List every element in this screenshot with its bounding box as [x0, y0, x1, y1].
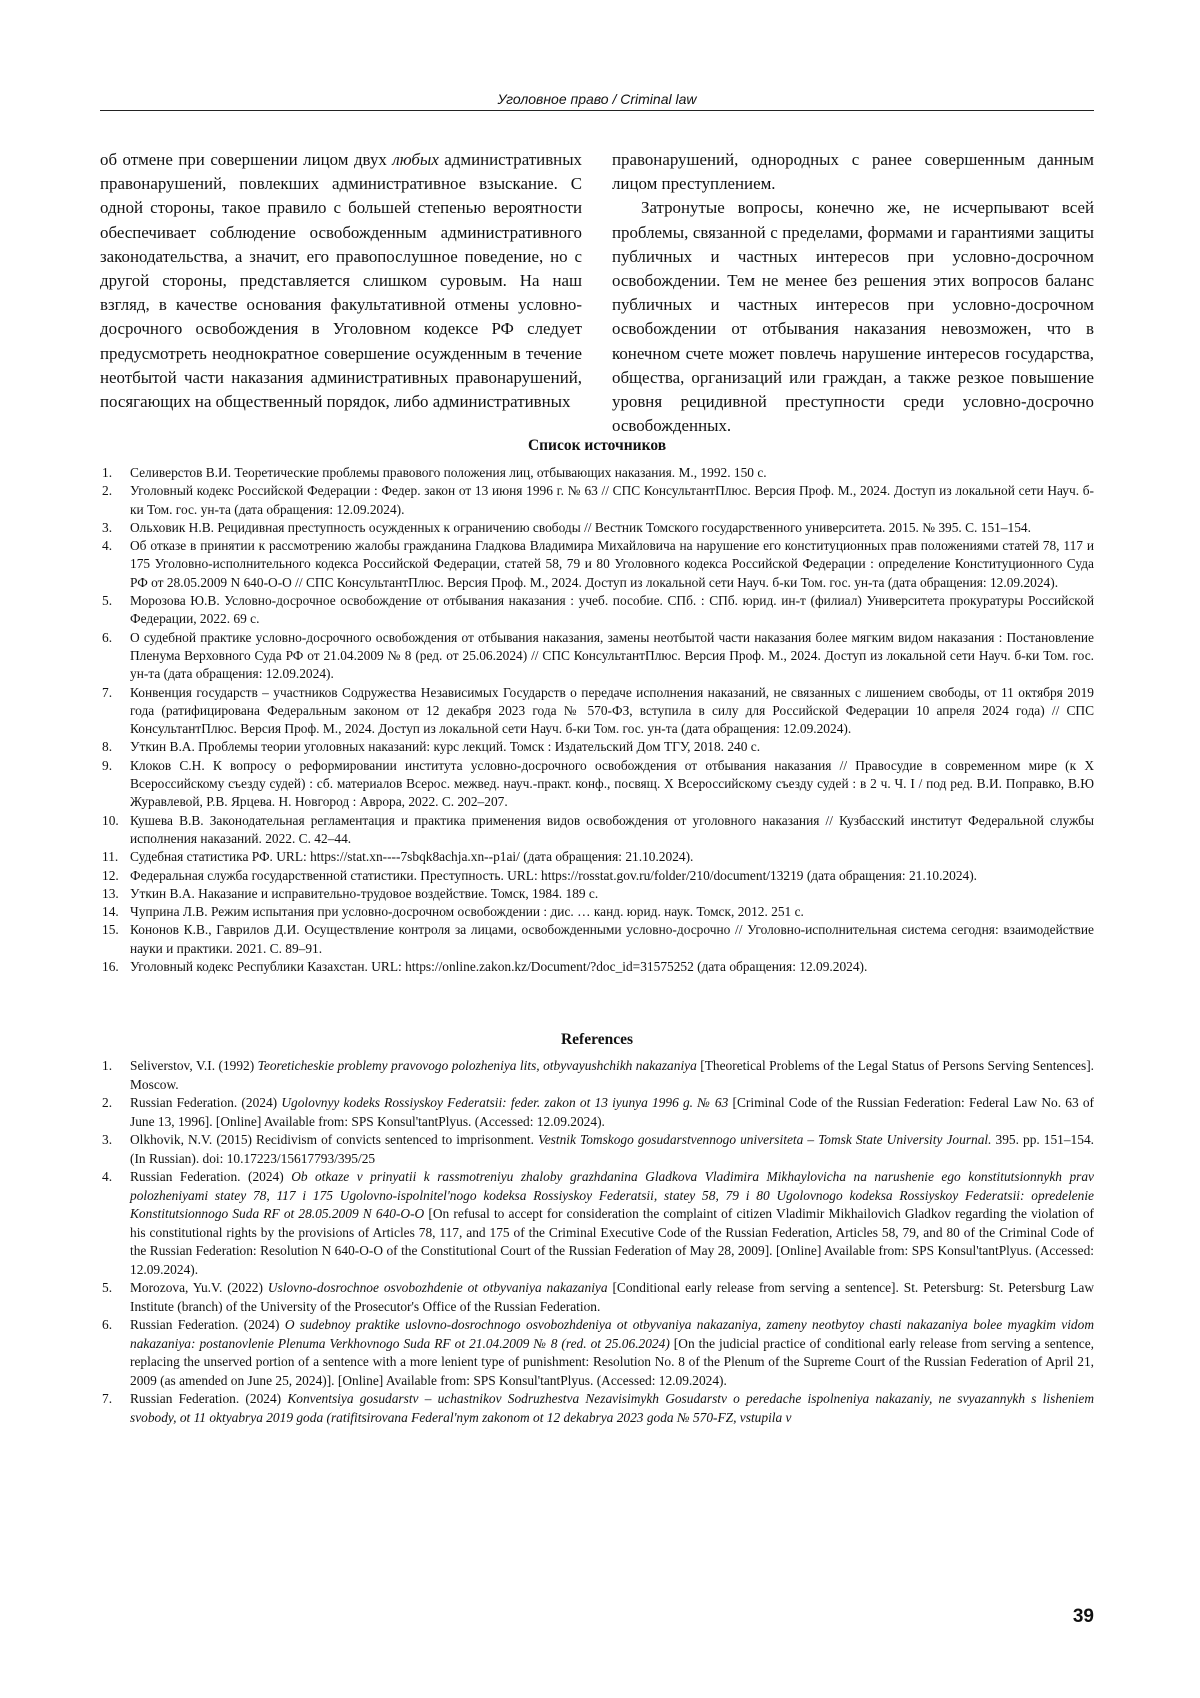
italic-text: Ob otkaze v prinyatii k rassmotreniyu zhaloby grazhdanina Gladkova Vladimira Mikhaylovicha na narushenie ego konstitutsionnykh prav polozheniyami statey 78, 117 i 175 Ugolovno-ispolnitel'nogo kodeksa Rossiyskoy Federatsii, statey 58, 79 i 80 Ugolovnogo kodeksa Rossiyskoy Federatsii: opredelenie Konstitutsionnogo Suda RF ot 28.05.2009 N 640-O-O	[130, 1169, 1094, 1221]
sources-title: Список источников	[100, 436, 1094, 456]
text-run: [Criminal Code of the Russian Federation: Federal Law No. 63 of June 13, 1996]. [Online] Available from: SPS Konsul'tantPlyus. (Accessed: 12.09.2024).	[130, 1095, 1094, 1129]
italic-text: Konventsiya gosudarstv – uchastnikov Sodruzhestva Nezavisimykh Gosudarstv o peredache ispolneniya nakazaniy, ne svyazannykh s lisheniem svobody, ot 11 oktyabrya 2019 goda (ratifitsirovana Federal'nym zakonom ot 12 dekabrya 2023 goda № 570-FZ, vstupila v	[130, 1391, 1094, 1425]
italic-text: любых	[392, 150, 438, 169]
running-header: Уголовное право / Criminal law	[100, 90, 1094, 111]
source-text: Уткин В.А. Наказание и исправительно-трудовое воздействие. Томск, 1984. 189 с.	[130, 886, 598, 901]
text-run: 395. pp. 151–154. (In Russian). doi: 10.17223/15617793/395/25	[130, 1132, 1094, 1166]
body-text	[100, 148, 1094, 438]
source-text: Кушева В.В. Законодательная регламентация и практика применения видов освобождения от уголовного наказания // Кузбасский институт Федеральной службы исполнения наказаний. 2022. С. 42–44.	[130, 813, 1094, 846]
source-item	[100, 848, 1094, 866]
reference-item	[100, 1131, 1094, 1168]
source-text: Уголовный кодекс Республики Казахстан. URL: https://online.zakon.kz/Document/?doc_id=31575252 (дата обращения: 12.09.2024).	[130, 959, 867, 974]
source-number: 8.	[102, 738, 112, 756]
right-column-paragraph-2: Затронутые вопросы, конечно же, не исчерпывают всей проблемы, связанной с пределами, формами и гарантиями защиты публичных и частных интересов при условно-досрочном освобождении. Тем не менее без решения этих вопросов баланс публичных и частных интересов при условно-досрочном освобождении от отбывания наказания невозможен, что в конечном счете может повлечь нарушение интересов государства, общества, организаций или граждан, а также резкое повышение уровня рецидивной преступности среди условно-досрочно освобожденных.	[612, 196, 1094, 438]
source-number: 12.	[102, 867, 119, 885]
source-item	[100, 738, 1094, 756]
source-number: 13.	[102, 885, 119, 903]
source-item	[100, 537, 1094, 592]
source-text: Конвенция государств – участников Содружества Независимых Государств о передаче исполнения наказаний, не связанных с лишением свободы, от 11 октября 2019 года (ратифицирована Федеральным законом от 12 декабря 2023 года № 570-ФЗ, вступила в силу для Российской Федерации 10 апреля 2024 года) // СПС КонсультантПлюс. Версия Проф. М., 2024. Доступ из локальной сети Науч. б-ки Том. гос. ун-та (дата обращения: 12.09.2024).	[130, 685, 1094, 737]
source-item	[100, 958, 1094, 976]
source-number: 1.	[102, 464, 112, 482]
text-run: [Theoretical Problems of the Legal Status of Persons Serving Sentences]. Moscow.	[130, 1058, 1094, 1092]
source-text: О судебной практике условно-досрочного освобождения от отбывания наказания, замены неотбытой части наказания более мягким видом наказания : Постановление Пленума Верховного Суда РФ от 21.04.2009 № 8 (ред. от 25.06.2024) // СПС КонсультантПлюс. Версия Проф. М., 2024. Доступ из локальной сети Науч. б-ки Том. гос. ун-та (дата обращения: 12.09.2024).	[130, 630, 1094, 682]
source-number: 10.	[102, 812, 119, 830]
source-item	[100, 757, 1094, 812]
reference-number: 1.	[102, 1057, 112, 1076]
italic-text: Teoreticheskie problemy pravovogo polozheniya lits, otbyvayushchikh nakazaniya	[258, 1058, 697, 1073]
source-item	[100, 592, 1094, 629]
text-run: [On refusal to accept for consideration the complaint of citizen Vladimir Mikhailovich Gladkov regarding the violation of his constitutional rights by the provisions of Articles 78, 117, and 175 of the Criminal Executive Code of the Russian Federation, Articles 58, 79, and 80 of the Criminal Code of the Russian Federation: Resolution N 640-O-O of the Constitutional Court of the Russian Federation of May 28, 2009]. [Online] Available from: SPS Konsul'tantPlyus. (Accessed: 12.09.2024).	[130, 1206, 1094, 1277]
text-run: Morozova, Yu.V. (2022)	[130, 1280, 268, 1295]
source-text: Клоков С.Н. К вопросу о реформировании института условно-досрочного освобождения от отбывания наказания // Правосудие в современном мире (к X Всероссийскому съезду судей) : сб. материалов Всерос. межвед. науч.-практ. конф., посвящ. X Всероссийскому съезду судей : в 2 ч. Ч. I / под ред. В.И. Поправко, В.Ю Журавлевой, Р.В. Ярцева. Н. Новгород : Аврора, 2022. С. 202–207.	[130, 758, 1094, 810]
source-item	[100, 464, 1094, 482]
reference-number: 3.	[102, 1131, 112, 1150]
reference-item	[100, 1279, 1094, 1316]
references-list	[100, 1057, 1094, 1427]
text-run: Russian Federation. (2024)	[130, 1169, 291, 1184]
source-item	[100, 629, 1094, 684]
source-text: Уголовный кодекс Российской Федерации : Федер. закон от 13 июня 1996 г. № 63 // СПС КонсультантПлюс. Версия Проф. М., 2024. Доступ из локальной сети Науч. б-ки Том. гос. ун-та (дата обращения: 12.09.2024).	[130, 483, 1094, 516]
source-number: 3.	[102, 519, 112, 537]
reference-number: 2.	[102, 1094, 112, 1113]
left-column-paragraph	[100, 148, 582, 414]
source-number: 15.	[102, 921, 119, 939]
source-item	[100, 684, 1094, 739]
source-number: 7.	[102, 684, 112, 702]
reference-item	[100, 1390, 1094, 1427]
source-text: Селиверстов В.И. Теоретические проблемы правового положения лиц, отбывающих наказания. М., 1992. 150 с.	[130, 465, 767, 480]
source-item	[100, 812, 1094, 849]
reference-number: 5.	[102, 1279, 112, 1298]
text-run: административных правонарушений, повлекших административное взыскание. С одной стороны, такое правило с большей степенью вероятности обеспечивает соблюдение освобожденным административного законодательства, а значит, его правопослушное поведение, но с другой стороны, представляется слишком суровым. На наш взгляд, в качестве основания факультативной отмены условно-досрочного освобождения в Уголовном кодексе РФ следует предусмотреть неоднократное совершение осужденным в течение неотбытой части наказания административных правонарушений, посягающих на общественный порядок, либо административных	[100, 150, 582, 411]
right-column-paragraph-1: правонарушений, однородных с ранее совершенным данным лицом преступлением.	[612, 148, 1094, 196]
source-number: 6.	[102, 629, 112, 647]
left-column	[100, 148, 582, 438]
italic-text: Vestnik Tomskogo gosudarstvennogo universiteta – Tomsk State University Journal.	[538, 1132, 991, 1147]
source-number: 14.	[102, 903, 119, 921]
source-item	[100, 903, 1094, 921]
source-number: 5.	[102, 592, 112, 610]
italic-text: O sudebnoy praktike uslovno-dosrochnogo osvobozhdeniya ot otbyvaniya nakazaniya, zameny neotbytoy chasti nakazaniya bolee myagkim vidom nakazaniya: postanovlenie Plenuma Verkhovnogo Suda RF ot 21.04.2009 № 8 (red. ot 25.06.2024)	[130, 1317, 1094, 1351]
reference-item	[100, 1316, 1094, 1390]
source-text: Судебная статистика РФ. URL: https://stat.xn----7sbqk8achja.xn--p1ai/ (дата обращения: 21.10.2024).	[130, 849, 693, 864]
source-text: Морозова Ю.В. Условно-досрочное освобождение от отбывания наказания : учеб. пособие. СПб. : СПб. юрид. ин-т (филиал) Университета прокуратуры Российской Федерации, 2022. 69 с.	[130, 593, 1094, 626]
page-number: 39	[1073, 1606, 1094, 1628]
text-run: об отмене при совершении лицом двух	[100, 150, 392, 169]
text-run: [Conditional early release from serving a sentence]. St. Petersburg: St. Petersburg Law Institute (branch) of the University of the Prosecutor's Office of the Russian Federation.	[130, 1280, 1094, 1314]
source-item	[100, 482, 1094, 519]
text-run: [On the judicial practice of conditional early release from serving a sentence, replacing the unserved portion of a sentence with a more lenient type of punishment: Resolution No. 8 of the Plenum of the Supreme Court of the Russian Federation of April 21, 2009 (as amended on June 25, 2024)]. [Online] Available from: SPS Konsul'tantPlyus. (Accessed: 12.09.2024).	[130, 1336, 1094, 1388]
reference-number: 6.	[102, 1316, 112, 1335]
text-run: Olkhovik, N.V. (2015) Recidivism of convicts sentenced to imprisonment.	[130, 1132, 538, 1147]
source-item	[100, 885, 1094, 903]
italic-text: Ugolovnyy kodeks Rossiyskoy Federatsii: feder. zakon ot 13 iyunya 1996 g. № 63	[281, 1095, 728, 1110]
reference-number: 7.	[102, 1390, 112, 1409]
source-text: Ольховик Н.В. Рецидивная преступность осужденных к ограничению свободы // Вестник Томского государственного университета. 2015. № 395. С. 151–154.	[130, 520, 1031, 535]
source-text: Кононов К.В., Гаврилов Д.И. Осуществление контроля за лицами, освобожденными условно-досрочно // Уголовно-исполнительная система сегодня: взаимодействие науки и практики. 2021. С. 89–91.	[130, 922, 1094, 955]
source-text: Федеральная служба государственной статистики. Преступность. URL: https://rosstat.gov.ru/folder/210/document/13219 (дата обращения: 21.10.2024).	[130, 868, 977, 883]
references-title: References	[100, 1030, 1094, 1050]
source-text: Об отказе в принятии к рассмотрению жалобы гражданина Гладкова Владимира Михайловича на нарушение его конституционных прав положениями статей 78, 117 и 175 Уголовно-исполнительного кодекса Российской Федерации, статей 58, 79 и 80 Уголовного кодекса Российской Федерации : определение Конституционного Суда РФ от 28.05.2009 N 640-О-О // СПС КонсультантПлюс. Версия Проф. М., 2024. Доступ из локальной сети Науч. б-ки Том. гос. ун-та (дата обращения: 12.09.2024).	[130, 538, 1094, 590]
source-item	[100, 921, 1094, 958]
reference-item	[100, 1057, 1094, 1094]
source-item	[100, 519, 1094, 537]
source-number: 11.	[102, 848, 118, 866]
italic-text: Uslovno-dosrochnoe osvobozhdenie ot otbyvaniya nakazaniya	[268, 1280, 608, 1295]
source-text: Уткин В.А. Проблемы теории уголовных наказаний: курс лекций. Томск : Издательский Дом ТГУ, 2018. 240 с.	[130, 739, 760, 754]
text-run: Seliverstov, V.I. (1992)	[130, 1058, 258, 1073]
source-number: 16.	[102, 958, 119, 976]
source-item	[100, 867, 1094, 885]
text-run: Russian Federation. (2024)	[130, 1317, 285, 1332]
source-number: 2.	[102, 482, 112, 500]
reference-item	[100, 1168, 1094, 1279]
reference-item	[100, 1094, 1094, 1131]
reference-number: 4.	[102, 1168, 112, 1187]
source-number: 9.	[102, 757, 112, 775]
source-text: Чуприна Л.В. Режим испытания при условно-досрочном освобождении : дис. … канд. юрид. наук. Томск, 2012. 251 с.	[130, 904, 804, 919]
text-run: Russian Federation. (2024)	[130, 1391, 287, 1406]
text-run: Russian Federation. (2024)	[130, 1095, 281, 1110]
right-column	[612, 148, 1094, 438]
source-number: 4.	[102, 537, 112, 555]
sources-list	[100, 464, 1094, 976]
